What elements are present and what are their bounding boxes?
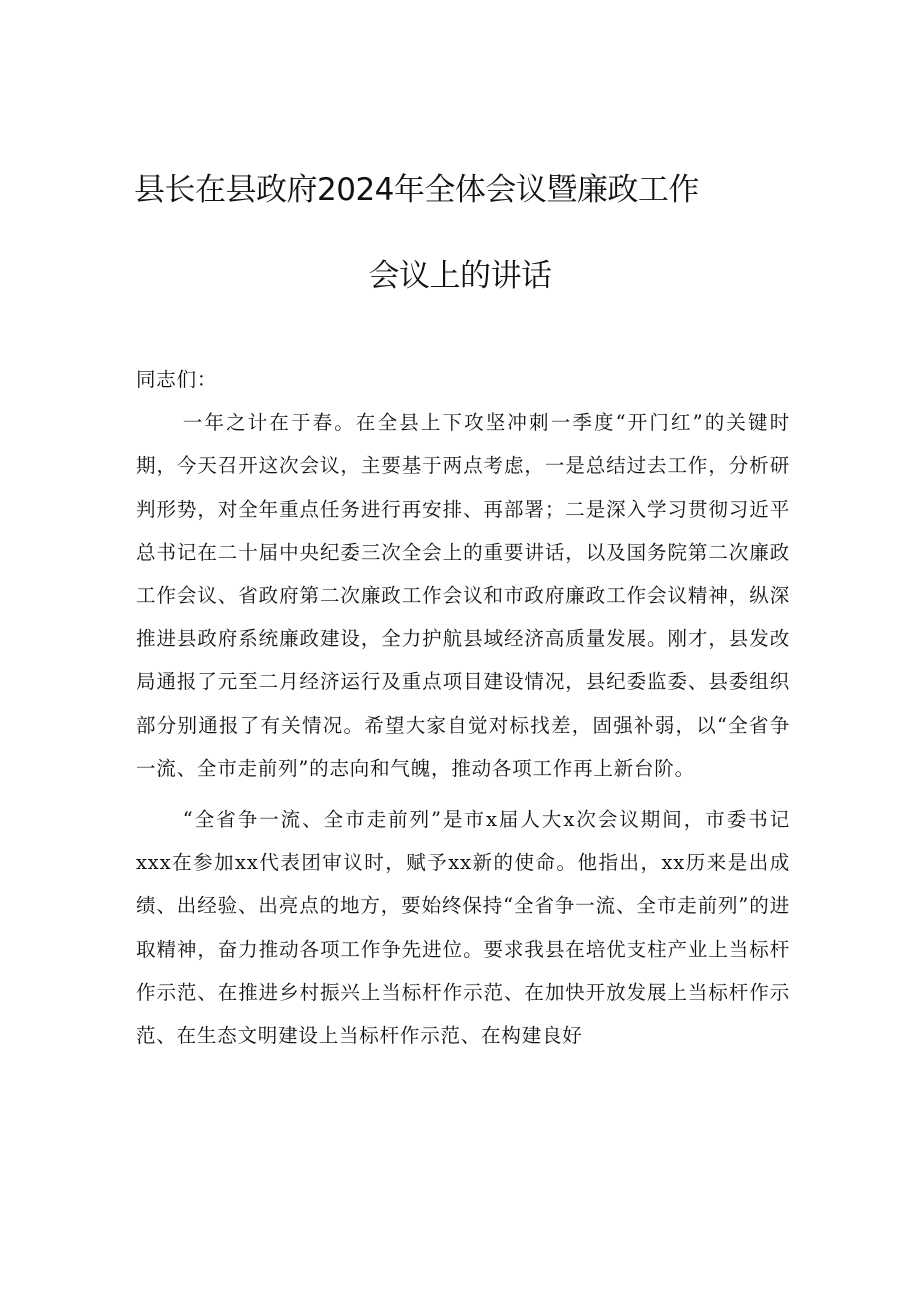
- document-title-line-1: 县长在县政府2024年全体会议暨廉政工作: [134, 172, 699, 208]
- paragraph-1: 一年之计在于春。在全县上下攻坚冲刺一季度“开门红”的关键时期，今天召开这次会议，主要基于两点考虑，一是总结过去工作，分析研判形势，对全年重点任务进行再安排、再部署；二是深入学习贯彻习近平总书记在二十届中央纪委三次全会上的重要讲话，以及国务院第二次廉政工作会议、省政府第二次廉政工作会议和市政府廉政工作会议精神，纵深推进县政府系统廉政建设，全力护航县域经济高质量发展。刚才，县发改局通报了元至二月经济运行及重点项目建设情况，县纪委监委、县委组织部分别通报了有关情况。希望大家自觉对标找差，固强补弱，以“全省争一流、全市走前列”的志向和气魄，推动各项工作再上新台阶。: [136, 411, 790, 780]
- document-title-line-2: 会议上的讲话: [368, 258, 552, 294]
- paragraph-2: “全省争一流、全市走前列”是市x届人大x次会议期间，市委书记xxx在参加xx代表团审议时，赋予xx新的使命。他指出，xx历来是出成绩、出经验、出亮点的地方，要始终保持“全省争一流、全市走前列”的进取精神，奋力推动各项工作争先进位。要求我县在培优支柱产业上当标杆作示范、在推进乡村振兴上当标杆作示范、在加快开放发展上当标杆作示范、在生态文明建设上当标杆作示范、在构建良好: [136, 808, 790, 1048]
- document-body: [136, 358, 790, 1057]
- salutation: 同志们：: [136, 368, 218, 391]
